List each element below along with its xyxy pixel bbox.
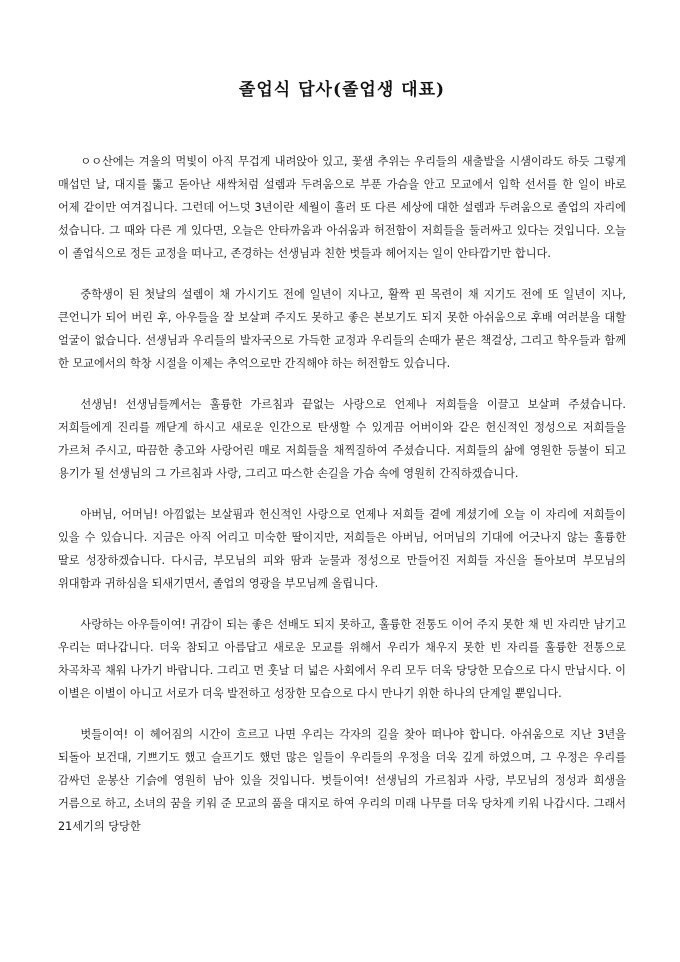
paragraph-opening: ㅇㅇ산에는 겨울의 먹빛이 아직 무겁게 내려앉아 있고, 꽃샘 추위는 우리들의 새출발을 시샘이라도 하듯 그렇게 매섭던 날, 대지를 뚫고 돋아난 새싹처럼 설렘과 두려움으로 부푼 가슴을 안고 모교에서 입학 선서를 한 일이 바로 어제 같이만 여겨집니다. 그런데 어느덧 3년이란 세월이 흘러 또 다른 세상에 대한 설렘과 두려움으로 졸업의 자리에 섰습니다. 그 때와 다른 게 있다면, 오늘은 안타까움과 아쉬움과 허전함이 저희들을 둘러싸고 있다는 것입니다. 오늘 이 졸업식으로 정든 교정을 떠나고, 존경하는 선생님과 친한 벗들과 헤어지는 일이 안타깝기만 합니다. bbox=[58, 155, 626, 260]
paragraph-middle-school: 중학생이 된 첫날의 설렘이 채 가시기도 전에 일년이 지나고, 활짝 핀 목련이 채 지기도 전에 또 일년이 지나, 큰언니가 되어 버린 후, 아우들을 잘 보살펴 주지도 못하고 좋은 본보기도 되지 못한 아쉬움으로 후배 여러분을 대할 얼굴이 없습니다. 선생님과 우리들의 발자국으로 가득한 교정과 우리들의 손때가 묻은 책걸상, 그리고 학우들과 함께 한 모교에서의 학창 시절을 이제는 추억으로만 간직해야 하는 허전함도 있습니다. bbox=[58, 288, 626, 370]
paragraph-friends: 벗들이여! 이 헤어짐의 시간이 흐르고 나면 우리는 각자의 길을 찾아 떠나야 합니다. 아쉬움으로 지난 3년을 되돌아 보건대, 기쁘기도 했고 슬프기도 했던 많은 일들이 우리들의 우정을 더욱 깊게 하였으며, 그 우정은 우리를 감싸던 운봉산 기슭에 영원히 남아 있을 것입니다. 벗들이여! 선생님의 가르침과 사랑, 부모님의 정성과 희생을 거름으로 하고, 소녀의 꿈을 키워 준 모교의 품을 대지로 하여 우리의 미래 나무를 더욱 당차게 키워 나갑시다. 그래서 21세기의 당당한 bbox=[58, 728, 626, 833]
paragraph-juniors: 사랑하는 아우들이여! 귀감이 되는 좋은 선배도 되지 못하고, 훌륭한 전통도 이어 주지 못한 채 빈 자리만 남기고 우리는 떠나갑니다. 더욱 참되고 아름답고 새로운 모교를 위해서 우리가 채우지 못한 빈 자리를 훌륭한 전통으로 차곡차곡 채워 나가기 바랍니다. 그리고 먼 훗날 더 넓은 사회에서 우리 모두 더욱 당당한 모습으로 다시 만납시다. 이 이별은 이별이 아니고 서로가 더욱 발전하고 성장한 모습으로 다시 만나기 위한 하나의 단계일 뿐입니다. bbox=[58, 618, 626, 700]
paragraph-parents: 아버님, 어머님! 아낌없는 보살핌과 헌신적인 사랑으로 언제나 저희들 곁에 계셨기에 오늘 이 자리에 저희들이 있을 수 있습니다. 지금은 아직 어리고 미숙한 딸이지만, 저희들은 아버님, 어머님의 기대에 어긋나지 않는 훌륭한 딸로 성장하겠습니다. 다시금, 부모님의 피와 땀과 눈물과 정성으로 만들어진 저희들 자신을 돌아보며 부모님의 위대함과 귀하심을 되새기면서, 졸업의 영광을 부모님께 올립니다. bbox=[58, 508, 626, 590]
paragraph-teachers: 선생님! 선생님들께서는 훌륭한 가르침과 끝없는 사랑으로 언제나 저희들을 이끌고 보살펴 주셨습니다. 저희들에게 진리를 깨닫게 하시고 새로운 인간으로 탄생할 수 있게끔 어버이와 같은 헌신적인 정성으로 저희들을 가르쳐 주시고, 따끔한 충고와 사랑어린 매로 저희들을 채찍질하여 주셨습니다. 저희들의 삶에 영원한 등불이 되고 용기가 될 선생님의 그 가르침과 사랑, 그리고 따스한 손길을 가슴 속에 영원히 간직하겠습니다. bbox=[58, 398, 626, 480]
page-title: 졸업식 답사(졸업생 대표) bbox=[238, 80, 446, 100]
